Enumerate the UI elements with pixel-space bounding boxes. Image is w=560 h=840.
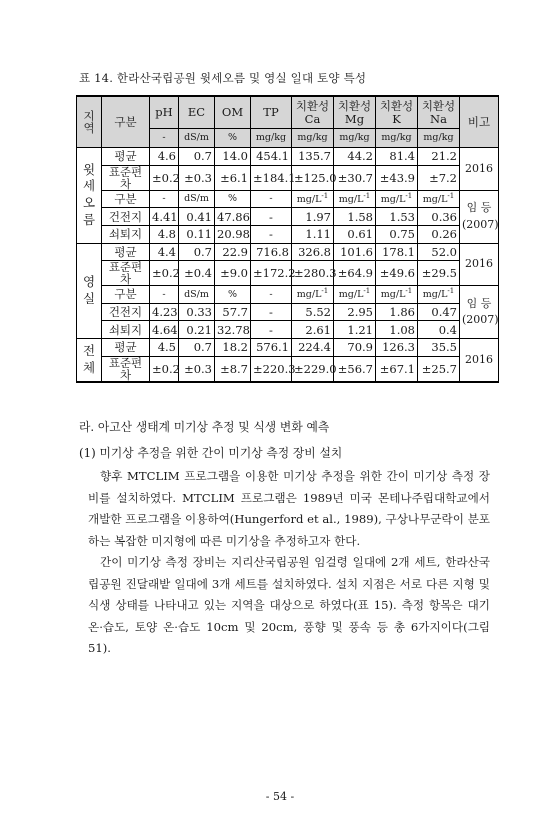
row-label: 건전지 xyxy=(102,303,150,321)
data-cell: $mg/L^{-1}$ xyxy=(334,190,376,208)
table-row xyxy=(77,321,499,339)
row-label: 쇠퇴지 xyxy=(102,321,150,339)
page-number: - 54 - xyxy=(265,790,295,803)
data-cell: 0.36 xyxy=(418,208,460,226)
data-cell: 81.4 xyxy=(376,148,418,166)
data-cell: 4.23 xyxy=(150,303,179,321)
table-row xyxy=(77,190,499,208)
table-row xyxy=(77,165,499,190)
data-cell: 4.8 xyxy=(150,225,179,243)
data-cell: 135.7 xyxy=(292,148,334,166)
data-cell: 2.95 xyxy=(334,303,376,321)
row-label: 쇠퇴지 xyxy=(102,225,150,243)
section-heading: 라. 아고산 생태계 미기상 추정 및 식생 변화 예측 xyxy=(79,420,330,434)
data-cell: - xyxy=(251,225,292,243)
data-cell: $mg/L^{-1}$ xyxy=(418,190,460,208)
data-cell: ±49.6 xyxy=(376,261,418,286)
row-label: 표준편차 xyxy=(102,165,150,190)
row-label: 구분 xyxy=(102,286,150,304)
data-cell: ±229.0 xyxy=(292,356,334,382)
data-cell: ±0.2 xyxy=(150,261,179,286)
data-cell: 126.3 xyxy=(376,339,418,357)
unit-cell: dS/m xyxy=(179,129,215,148)
header-k: 치환성 K xyxy=(376,96,418,129)
data-cell: dS/m xyxy=(179,286,215,304)
data-cell: - xyxy=(251,303,292,321)
paragraph: 간이 미기상 측정 장비는 지리산국립공원 임걸령 일대에 2개 세트, 한라산국립공원 진달래밭 일대에 3개 세트를 설치하였다. 설치 지점은 서로 다른 지형 및 식생 상태를 나타내고 있는 지역을 대상으로 하였다(표 15). 측정 항목은 대기 온·습도, 토양 온·습도 10cm 및 20cm, 풍향 및 풍속 등 총 6가지이다(그림 51). xyxy=(88,555,490,655)
data-cell: ±9.0 xyxy=(215,261,251,286)
data-cell: % xyxy=(215,286,251,304)
unit-cell: mg/kg xyxy=(334,129,376,148)
header-region: 지역 xyxy=(77,96,102,148)
paragraph: 향후 MTCLIM 프로그램을 이용한 미기상 추정을 위한 간이 미기상 측정 장비를 설치하였다. MTCLIM 프로그램은 1989년 미국 몬테나주립대학교에서 개발한 프로그램을 이용하여(Hungerford et al., 1989), 구상나무군락이 분포하는 복잡한 미지형에 따른 미기상을 추정하고자 한다. xyxy=(88,469,490,548)
data-cell: ±43.9 xyxy=(376,165,418,190)
data-cell: ±184.1 xyxy=(251,165,292,190)
data-cell: 32.78 xyxy=(215,321,251,339)
data-cell: 0.26 xyxy=(418,225,460,243)
header-note: 비고 xyxy=(460,96,499,148)
data-cell: ±172.2 xyxy=(251,261,292,286)
data-cell: 178.1 xyxy=(376,243,418,261)
data-cell: - xyxy=(150,286,179,304)
table-row xyxy=(77,261,499,286)
header-om: OM xyxy=(215,96,251,129)
table-caption: 표 14. 한라산국립공원 윗세오름 및 영실 일대 토양 특성 xyxy=(79,71,367,85)
region-cell: 전체 xyxy=(77,339,102,382)
data-cell: 101.6 xyxy=(334,243,376,261)
data-cell: 22.9 xyxy=(215,243,251,261)
data-cell: 20.98 xyxy=(215,225,251,243)
header-ca: 치환성 Ca xyxy=(292,96,334,129)
data-cell: 576.1 xyxy=(251,339,292,357)
data-cell: 52.0 xyxy=(418,243,460,261)
data-cell: - xyxy=(150,190,179,208)
data-cell: 1.08 xyxy=(376,321,418,339)
unit-cell: - xyxy=(150,129,179,148)
data-cell: 4.6 xyxy=(150,148,179,166)
data-cell: 57.7 xyxy=(215,303,251,321)
note-cell: 2016 xyxy=(460,148,499,191)
row-label: 표준편차 xyxy=(102,261,150,286)
data-cell: 1.58 xyxy=(334,208,376,226)
body-text xyxy=(88,466,490,660)
data-cell: ±0.2 xyxy=(150,356,179,382)
data-cell: 716.8 xyxy=(251,243,292,261)
unit-cell: mg/kg xyxy=(251,129,292,148)
header-category: 구분 xyxy=(102,96,150,148)
unit-cell: mg/kg xyxy=(292,129,334,148)
data-cell: 0.33 xyxy=(179,303,215,321)
data-cell: ±280.3 xyxy=(292,261,334,286)
row-label: 구분 xyxy=(102,190,150,208)
row-label: 평균 xyxy=(102,339,150,357)
table-row xyxy=(77,286,499,304)
data-cell: % xyxy=(215,190,251,208)
table-row xyxy=(77,225,499,243)
table-row xyxy=(77,208,499,226)
note-cell: 임 등 (2007) xyxy=(460,286,499,339)
region-cell: 윗세 오름 xyxy=(77,148,102,244)
data-cell: 5.52 xyxy=(292,303,334,321)
header-row xyxy=(77,96,499,129)
subsection-heading: (1) 미기상 추정을 위한 간이 미기상 측정 장비 설치 xyxy=(79,446,343,460)
data-cell: 224.4 xyxy=(292,339,334,357)
data-cell: $mg/L^{-1}$ xyxy=(292,190,334,208)
data-cell: 4.5 xyxy=(150,339,179,357)
note-cell: 2016 xyxy=(460,243,499,286)
data-cell: 1.86 xyxy=(376,303,418,321)
data-cell: ±0.4 xyxy=(179,261,215,286)
data-cell: - xyxy=(251,321,292,339)
row-label: 평균 xyxy=(102,243,150,261)
data-cell: dS/m xyxy=(179,190,215,208)
data-cell: 44.2 xyxy=(334,148,376,166)
note-cell: 2016 xyxy=(460,339,499,382)
data-cell: 0.4 xyxy=(418,321,460,339)
data-cell: - xyxy=(251,208,292,226)
table-body xyxy=(77,148,499,382)
data-cell: 0.41 xyxy=(179,208,215,226)
data-cell: 21.2 xyxy=(418,148,460,166)
data-cell: 0.11 xyxy=(179,225,215,243)
data-cell: 70.9 xyxy=(334,339,376,357)
data-cell: 4.41 xyxy=(150,208,179,226)
data-cell: ±0.3 xyxy=(179,356,215,382)
data-cell: 18.2 xyxy=(215,339,251,357)
data-cell: $mg/L^{-1}$ xyxy=(334,286,376,304)
data-cell: ±29.5 xyxy=(418,261,460,286)
data-cell: ±30.7 xyxy=(334,165,376,190)
data-cell: 1.11 xyxy=(292,225,334,243)
header-mg: 치환성 Mg xyxy=(334,96,376,129)
data-cell: - xyxy=(251,286,292,304)
data-cell: ±7.2 xyxy=(418,165,460,190)
table-row xyxy=(77,356,499,382)
data-cell: ±56.7 xyxy=(334,356,376,382)
soil-table xyxy=(76,95,499,383)
table-row xyxy=(77,303,499,321)
data-cell: $mg/L^{-1}$ xyxy=(418,286,460,304)
region-cell: 영실 xyxy=(77,243,102,339)
data-cell: 4.4 xyxy=(150,243,179,261)
header-tp: TP xyxy=(251,96,292,129)
row-label: 건전지 xyxy=(102,208,150,226)
data-cell: 326.8 xyxy=(292,243,334,261)
data-cell: ±8.7 xyxy=(215,356,251,382)
data-cell: ±0.2 xyxy=(150,165,179,190)
data-cell: 0.47 xyxy=(418,303,460,321)
row-label: 평균 xyxy=(102,148,150,166)
data-cell: ±25.7 xyxy=(418,356,460,382)
data-cell: ±0.3 xyxy=(179,165,215,190)
data-cell: 0.61 xyxy=(334,225,376,243)
data-cell: ±220.3 xyxy=(251,356,292,382)
data-cell: $mg/L^{-1}$ xyxy=(376,286,418,304)
header-ec: EC xyxy=(179,96,215,129)
table-row xyxy=(77,339,499,357)
data-cell: $mg/L^{-1}$ xyxy=(292,286,334,304)
data-cell: 47.86 xyxy=(215,208,251,226)
data-cell: ±67.1 xyxy=(376,356,418,382)
table-row xyxy=(77,243,499,261)
data-cell: 0.7 xyxy=(179,339,215,357)
unit-cell: % xyxy=(215,129,251,148)
data-cell: ±6.1 xyxy=(215,165,251,190)
data-cell: 0.7 xyxy=(179,243,215,261)
data-cell: 454.1 xyxy=(251,148,292,166)
data-cell: 14.0 xyxy=(215,148,251,166)
header-na: 치환성 Na xyxy=(418,96,460,129)
data-cell: 1.53 xyxy=(376,208,418,226)
data-cell: ±125.0 xyxy=(292,165,334,190)
data-cell: $mg/L^{-1}$ xyxy=(376,190,418,208)
unit-cell: mg/kg xyxy=(376,129,418,148)
data-cell: - xyxy=(251,190,292,208)
data-cell: 0.21 xyxy=(179,321,215,339)
note-cell: 임 등 (2007) xyxy=(460,190,499,243)
data-cell: 1.21 xyxy=(334,321,376,339)
data-cell: 4.64 xyxy=(150,321,179,339)
data-cell: 0.7 xyxy=(179,148,215,166)
row-label: 표준편차 xyxy=(102,356,150,382)
data-cell: 1.97 xyxy=(292,208,334,226)
data-cell: 0.75 xyxy=(376,225,418,243)
header-ph: pH xyxy=(150,96,179,129)
data-cell: ±64.9 xyxy=(334,261,376,286)
data-cell: 35.5 xyxy=(418,339,460,357)
data-cell: 2.61 xyxy=(292,321,334,339)
unit-cell: mg/kg xyxy=(418,129,460,148)
table-row xyxy=(77,148,499,166)
